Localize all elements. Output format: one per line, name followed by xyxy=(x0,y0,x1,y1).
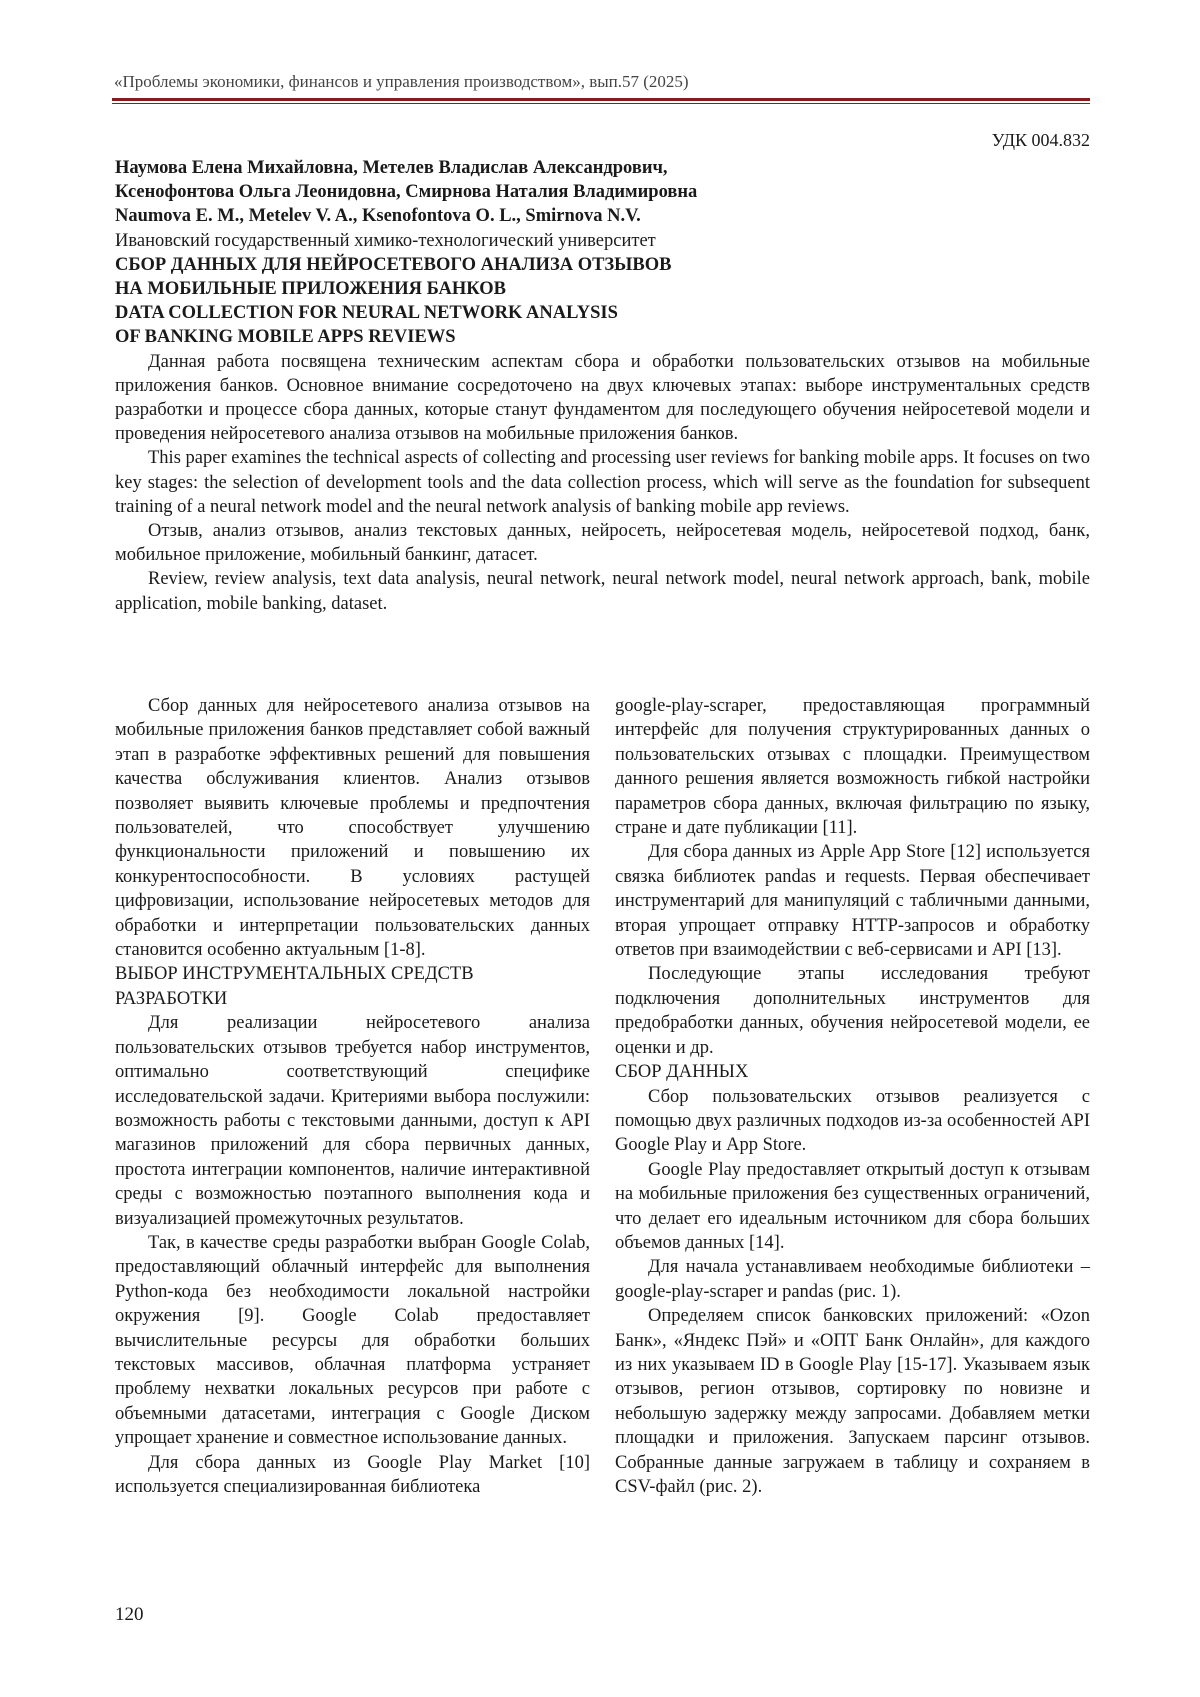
data-paragraph-1: Сбор пользовательских отзывов реализуется с помощью двух различных подходов из-за особенностей API Google Play и App Store. xyxy=(615,1086,1090,1156)
page-number: 120 xyxy=(115,1604,144,1625)
section-heading-tools-line-2: РАЗРАБОТКИ xyxy=(115,988,228,1009)
authors-ru-line-1: Наумова Елена Михайловна, Метелев Владислав Александрович, xyxy=(115,158,668,178)
abstract-ru: Данная работа посвящена техническим аспектам сбора и обработки пользовательских отзывов на мобильные приложения банков. Основное внимание сосредоточено на двух ключевых этапах: выборе инструментальных средств разработки и процессе сбора данных, которые станут фундаментом для последующего обучения нейросетевой модели и проведения нейросетевого анализа отзывов на мобильные приложения банков. xyxy=(115,351,1090,445)
authors-en: Naumova E. M., Metelev V. A., Ksenofontova O. L., Smirnova N.V. xyxy=(115,206,641,227)
data-paragraph-3: Для начала устанавливаем необходимые библиотеки –google-play-scraper и pandas (рис. 1). xyxy=(615,1257,1090,1302)
section-heading-data-collection: СБОР ДАННЫХ xyxy=(615,1062,749,1083)
keywords-en: Review, review analysis, text data analysis, neural network, neural network model, neural network approach, bank, mobile application, mobile banking, dataset. xyxy=(115,569,1090,614)
apple-store-paragraph: Для сбора данных из Apple App Store [12] используется связка библиотек pandas и requests. Первая обеспечивает инструментарий для манипуляций с табличными данными, вторая упрощает отправку HTTP-запросов и обработку ответов при взаимодействии с веб-сервисами и API [13]. xyxy=(615,842,1090,961)
intro-paragraph: Сбор данных для нейросетевого анализа отзывов на мобильные приложения банков представляет собой важный этап в разработке эффективных решений для повышения качества обслуживания клиентов. Анализ отзывов позволяет выявить ключевые проблемы и предпочтения пользователей, что способствует улучшению функциональности приложений и повышению их конкурентоспособности. В условиях растущей цифровизации, использование нейросетевых методов для обработки и интерпретации пользовательских данных становится особенно актуальным [1-8]. xyxy=(115,696,590,961)
next-stages-paragraph: Последующие этапы исследования требуют подключения дополнительных инструментов для предобработки данных, обучения нейросетевой модели, ее оценки и др. xyxy=(615,964,1090,1058)
title-ru-line-1: СБОР ДАННЫХ ДЛЯ НЕЙРОСЕТЕВОГО АНАЛИЗА ОТЗЫВОВ xyxy=(115,254,672,275)
continued-paragraph: google-play-scraper, предоставляющая программный интерфейс для получения структурированных данных о пользовательских отзывах с площадки. Преимуществом данного решения является возможность гибкой настройки параметров сбора данных, включая фильтрацию по языку, стране и дате публикации [11]. xyxy=(615,696,1090,839)
data-paragraph-2: Google Play предоставляет открытый доступ к отзывам на мобильные приложения без существенных ограничений, что делает его идеальным источником для сбора больших объемов данных [14]. xyxy=(615,1159,1090,1253)
authors-ru-line-2: Ксенофонтова Ольга Леонидовна, Смирнова Наталия Владимировна xyxy=(115,182,698,203)
tools-paragraph-1: Для реализации нейросетевого анализа пользовательских отзывов требуется набор инструментов, оптимально соответствующий специфике исследовательской задачи. Критериями выбора послужили: возможность работы с текстовыми данными, доступ к API магазинов приложений для сбора первичных данных, простота интеграции компонентов, наличие интерактивной среды с возможностью поэтапного выполнения кода и визуализацией промежуточных результатов. xyxy=(115,1013,590,1229)
article-front-matter xyxy=(115,156,1090,616)
affiliation: Ивановский государственный химико-технологический университет xyxy=(115,230,656,251)
body-column-left xyxy=(115,694,590,1499)
section-heading-tools-line-1: ВЫБОР ИНСТРУМЕНТАЛЬНЫХ СРЕДСТВ xyxy=(115,964,474,985)
abstract-en: This paper examines the technical aspects of collecting and processing user reviews for banking mobile apps. It focuses on two key stages: the selection of development tools and the data collection process, which will serve as the foundation for subsequent training of a neural network model and the neural network analysis of banking mobile app reviews. xyxy=(115,448,1090,517)
data-paragraph-4: Определяем список банковских приложений: «Ozon Банк», «Яндекс Пэй» и «ОПТ Банк Онлайн», для каждого из них указываем ID в Google Play [15-17]. Указываем язык отзывов, регион отзывов, сортировку по новизне и небольшую задержку между запросами. Добавляем метки площадки и приложения. Запускаем парсинг отзывов. Собранные данные загружаем в таблицу и сохраняем в CSV-файл (рис. 2). xyxy=(615,1306,1090,1497)
title-en-line-2: OF BANKING MOBILE APPS REVIEWS xyxy=(115,327,456,348)
keywords-ru: Отзыв, анализ отзывов, анализ текстовых данных, нейросеть, нейросетевая модель, нейросетевой подход, банк, мобильное приложение, мобильный банкинг, датасет. xyxy=(115,521,1090,566)
title-ru-line-2: НА МОБИЛЬНЫЕ ПРИЛОЖЕНИЯ БАНКОВ xyxy=(115,279,506,300)
udc-code: УДК 004.832 xyxy=(991,130,1090,150)
title-en-line-1: DATA COLLECTION FOR NEURAL NETWORK ANALYSIS xyxy=(115,303,618,324)
tools-paragraph-3: Для сбора данных из Google Play Market [10] используется специализированная библиотека xyxy=(115,1452,590,1497)
running-header: «Проблемы экономики, финансов и управления производством», вып.57 (2025) xyxy=(114,72,689,91)
tools-paragraph-2: Так, в качестве среды разработки выбран Google Colab, предоставляющий облачный интерфейс для выполнения Python-кода без необходимости локальной настройки окружения [9]. Google Colab предоставляет вычислительные ресурсы для обработки больших текстовых массивов, облачная платформа устраняет проблему нехватки локальных ресурсов при работе с объемными датасетами, интеграция с Google Диском упрощает хранение и совместное использование данных. xyxy=(115,1232,590,1449)
section-heading-tools xyxy=(115,962,590,1011)
body-column-right xyxy=(615,694,1090,1499)
header-rule xyxy=(112,98,1090,104)
